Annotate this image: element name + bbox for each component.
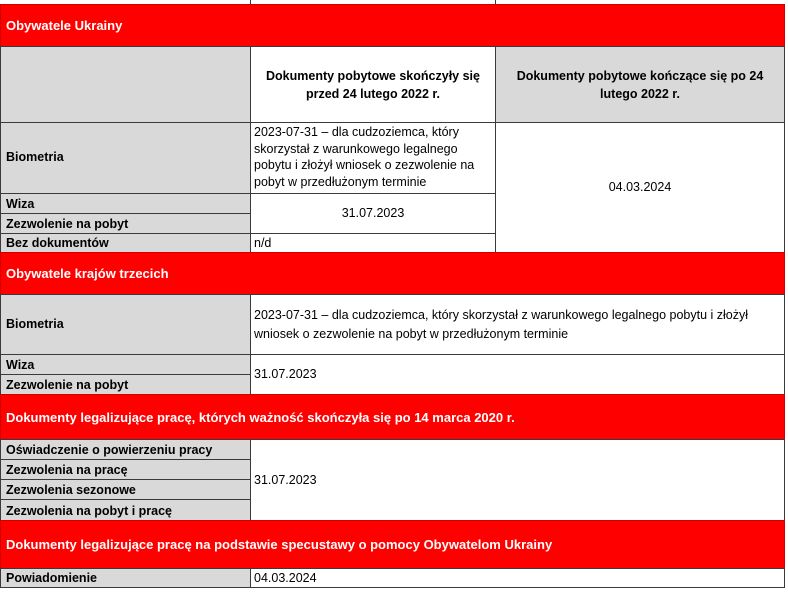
row-label-zezwolenia-na-prace: Zezwolenia na pracę (0, 459, 251, 480)
work-docs-value: 31.07.2023 (250, 439, 785, 521)
column-header-before: Dokumenty pobytowe skończyły się przed 24 lutego 2022 r. (250, 46, 496, 123)
column-header-after: Dokumenty pobytowe kończące się po 24 lutego 2022 r. (495, 46, 785, 123)
row-label-bez-dokumentow: Bez dokumentów (0, 233, 251, 253)
row-label-zezwolenia-pobyt-prace: Zezwolenia na pobyt i pracę (0, 499, 251, 521)
header-empty-cell (0, 46, 251, 123)
wiza-zezwolenie-value: 31.07.2023 (250, 193, 496, 234)
wiza-zezwolenie-value: 31.07.2023 (250, 354, 785, 395)
row-label-biometria: Biometria (0, 122, 251, 194)
row-label-wiza: Wiza (0, 354, 251, 375)
row-label-zezwolenie: Zezwolenie na pobyt (0, 374, 251, 395)
row-label-oswiadczenie: Oświadczenie o powierzeniu pracy (0, 439, 251, 460)
section-header-ukraine: Obywatele Ukrainy (0, 4, 785, 47)
biometria-value: 2023-07-31 – dla cudzoziemca, który skorzystał z warunkowego legalnego pobytu i złożył wniosek o zezwolenie na pobyt w przedłużonym terminie (250, 122, 496, 194)
row-label-zezwolenie: Zezwolenie na pobyt (0, 213, 251, 234)
row-label-powiadomienie: Powiadomienie (0, 568, 251, 588)
section-header-third-countries: Obywatele krajów trzecich (0, 252, 785, 295)
row-label-zezwolenia-sezonowe: Zezwolenia sezonowe (0, 479, 251, 500)
section-header-work-docs: Dokumenty legalizujące pracę, których ważność skończyła się po 14 marca 2020 r. (0, 394, 785, 440)
section-header-special-act: Dokumenty legalizujące pracę na podstawie specustawy o pomocy Obywatelom Ukrainy (0, 520, 785, 569)
row-label-wiza: Wiza (0, 193, 251, 214)
powiadomienie-value: 04.03.2024 (250, 568, 785, 588)
biometria-value: 2023-07-31 – dla cudzoziemca, który skorzystał z warunkowego legalnego pobytu i złożył wniosek o zezwolenie na pobyt w przedłużonym terminie (250, 294, 785, 355)
bez-dokumentow-value: n/d (250, 233, 496, 253)
after-date-value: 04.03.2024 (495, 122, 785, 253)
row-label-biometria: Biometria (0, 294, 251, 355)
